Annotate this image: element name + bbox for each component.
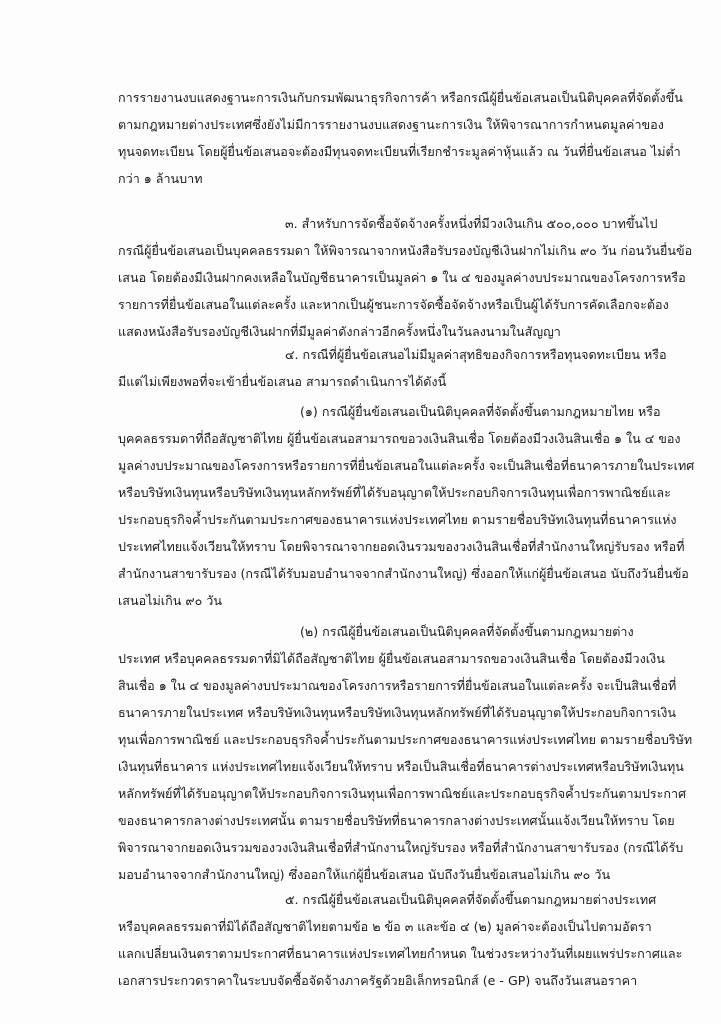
text-line-12: (๑) กรณีผู้ยื่นข้อเสนอเป็นนิติบุคคลที่จัดตั้งขึ้นตามกฎหมายไทย หรือ xyxy=(300,404,661,419)
text-line-8: รายการที่ยื่นข้อเสนอในแต่ละครั้ง และหากเป็นผู้ชนะการจัดซื้อจัดจ้างหรือเป็นผู้ได้รับการคัดเลือกจะต้อง xyxy=(118,297,669,312)
text-line-19: เสนอไม่เกิน ๙๐ วัน xyxy=(118,593,222,608)
text-line-1: การรายงานงบแสดงฐานะการเงินกับกรมพัฒนาธุรกิจการค้า หรือกรณีผู้ยื่นข้อเสนอเป็นนิติบุคคลที่จัดตั้งขึ้น xyxy=(118,90,683,105)
text-line-14: มูลค่างบประมาณของโครงการหรือรายการที่ยื่นข้อเสนอในแต่ละครั้ง จะเป็นสินเชื่อที่ธนาคารภายในประเทศ xyxy=(118,458,695,473)
text-line-9: แสดงหนังสือรับรองบัญชีเงินฝากที่มีมูลค่าดังกล่าวอีกครั้งหนึ่งในวันลงนามในสัญญา xyxy=(118,324,561,339)
text-line-28: พิจารณาจากยอดเงินรวมของวงเงินสินเชื่อที่สำนักงานใหญ่รับรอง หรือที่สำนักงานสาขารับรอง (กรณีได้รับ xyxy=(118,840,684,855)
text-line-15: หรือบริษัทเงินทุนหรือบริษัทเงินทุนหลักทรัพย์ที่ได้รับอนุญาตให้ประกอบกิจการเงินทุนเพื่อการพาณิชย์และ xyxy=(118,485,671,500)
text-line-26: หลักทรัพย์ที่ได้รับอนุญาตให้ประกอบกิจการเงินทุนเพื่อการพาณิชย์และประกอบธุรกิจค้ำประกันตามประกาศ xyxy=(118,786,687,801)
text-line-3: ทุนจดทะเบียน โดยผู้ยื่นข้อเสนอจะต้องมีทุนจดทะเบียนที่เรียกชำระมูลค่าหุ้นแล้ว ณ วันที่ยื่นข้อเสนอ ไม่ต่ำ xyxy=(118,144,681,159)
text-line-21: ประเทศ หรือบุคคลธรรมดาที่มิได้ถือสัญชาติไทย ผู้ยื่นข้อเสนอสามารถขอวงเงินสินเชื่อ โดยต้องมีวงเงิน xyxy=(118,651,665,666)
text-line-25: เงินทุนที่ธนาคาร แห่งประเทศไทยแจ้งเวียนให้ทราบ หรือเป็นสินเชื่อที่ธนาคารต่างประเทศหรือบริษัทเงินทุน xyxy=(118,759,684,774)
text-line-2: ตามกฎหมายต่างประเทศซึ่งยังไม่มีการรายงานงบแสดงฐานะการเงิน ให้พิจารณาการกำหนดมูลค่าของ xyxy=(118,117,664,132)
text-line-24: ทุนเพื่อการพาณิชย์ และประกอบธุรกิจค้ำประกันตามประกาศของธนาคารแห่งประเทศไทย ตามรายชื่อบริษัท xyxy=(118,732,693,747)
text-line-5: ๓. สำหรับการจัดซื้อจัดจ้างครั้งหนึ่งที่มีวงเงินเกิน ๕๐๐,๐๐๐ บาทขึ้นไป xyxy=(285,216,658,231)
text-line-29: มอบอำนาจจากสำนักงานใหญ่) ซึ่งออกให้แก่ผู้ยื่นข้อเสนอ นับถึงวันยื่นข้อเสนอไม่เกิน ๙๐ วัน xyxy=(118,867,611,882)
text-line-11: มีแต่ไม่เพียงพอที่จะเข้ายื่นข้อเสนอ สามารถดำเนินการได้ดังนี้ xyxy=(118,374,447,389)
text-line-18: สำนักงานสาขารับรอง (กรณีได้รับมอบอำนาจจากสำนักงานใหญ่) ซึ่งออกให้แก่ผู้ยื่นข้อเสนอ นับถึงวันยื่นข้อ xyxy=(118,566,689,581)
text-line-7: เสนอ โดยต้องมีเงินฝากคงเหลือในบัญชีธนาคารเป็นมูลค่า ๑ ใน ๔ ของมูลค่างบประมาณของโครงการหรือ xyxy=(118,270,686,285)
text-line-22: สินเชื่อ ๑ ใน ๔ ของมูลค่างบประมาณของโครงการหรือรายการที่ยื่นข้อเสนอในแต่ละครั้ง จะเป็นสินเชื่อที่ xyxy=(118,678,677,693)
text-line-31: หรือบุคคลธรรมดาที่มิได้ถือสัญชาติไทยตามข้อ ๒ ข้อ ๓ และข้อ ๔ (๒) มูลค่าจะต้องเป็นไปตามอัตรา xyxy=(118,919,652,934)
text-line-17: ประเทศไทยแจ้งเวียนให้ทราบ โดยพิจารณาจากยอดเงินรวมของวงเงินสินเชื่อที่สำนักงานใหญ่รับรอง หรือที่ xyxy=(118,539,685,554)
text-line-10: ๔. กรณีที่ผู้ยื่นข้อเสนอไม่มีมูลค่าสุทธิของกิจการหรือทุนจดทะเบียน หรือ xyxy=(285,347,667,362)
text-line-27: ของธนาคารกลางต่างประเทศนั้น ตามรายชื่อบริษัทที่ธนาคารกลางต่างประเทศนั้นแจ้งเวียนให้ทราบ โดย xyxy=(118,813,675,828)
text-line-16: ประกอบธุรกิจค้ำประกันตามประกาศของธนาคารแห่งประเทศไทย ตามรายชื่อบริษัทเงินทุนที่ธนาคารแห่ง xyxy=(118,512,677,527)
text-line-23: ธนาคารภายในประเทศ หรือบริษัทเงินทุนหรือบริษัทเงินทุนหลักทรัพย์ที่ได้รับอนุญาตให้ประกอบกิจการเงิน xyxy=(118,705,676,720)
text-line-33: เอกสารประกวดราคาในระบบจัดซื้อจัดจ้างภาครัฐด้วยอิเล็กทรอนิกส์ (e - GP) จนถึงวันเสนอราคา xyxy=(118,973,638,988)
text-line-32: แลกเปลี่ยนเงินตราตามประกาศที่ธนาคารแห่งประเทศไทยกำหนด ในช่วงระหว่างวันที่เผยแพร่ประกาศและ xyxy=(118,946,683,961)
text-line-6: กรณีผู้ยื่นข้อเสนอเป็นบุคคลธรรมดา ให้พิจารณาจากหนังสือรับรองบัญชีเงินฝากไม่เกิน ๙๐ วัน ก่อนวันยื่นข้อ xyxy=(118,243,693,258)
text-line-13: บุคคลธรรมดาที่ถือสัญชาติไทย ผู้ยื่นข้อเสนอสามารถขอวงเงินสินเชื่อ โดยต้องมีวงเงินสินเชื่อ ๑ ใน ๔ ของ xyxy=(118,431,681,446)
text-line-20: (๒) กรณีผู้ยื่นข้อเสนอเป็นนิติบุคคลที่จัดตั้งขึ้นตามกฎหมายต่าง xyxy=(300,624,634,639)
text-line-30: ๕. กรณีผู้ยื่นข้อเสนอเป็นนิติบุคคลที่จัดตั้งขึ้นตามกฎหมายต่างประเทศ xyxy=(285,892,657,907)
text-line-4: กว่า ๑ ล้านบาท xyxy=(118,171,203,186)
